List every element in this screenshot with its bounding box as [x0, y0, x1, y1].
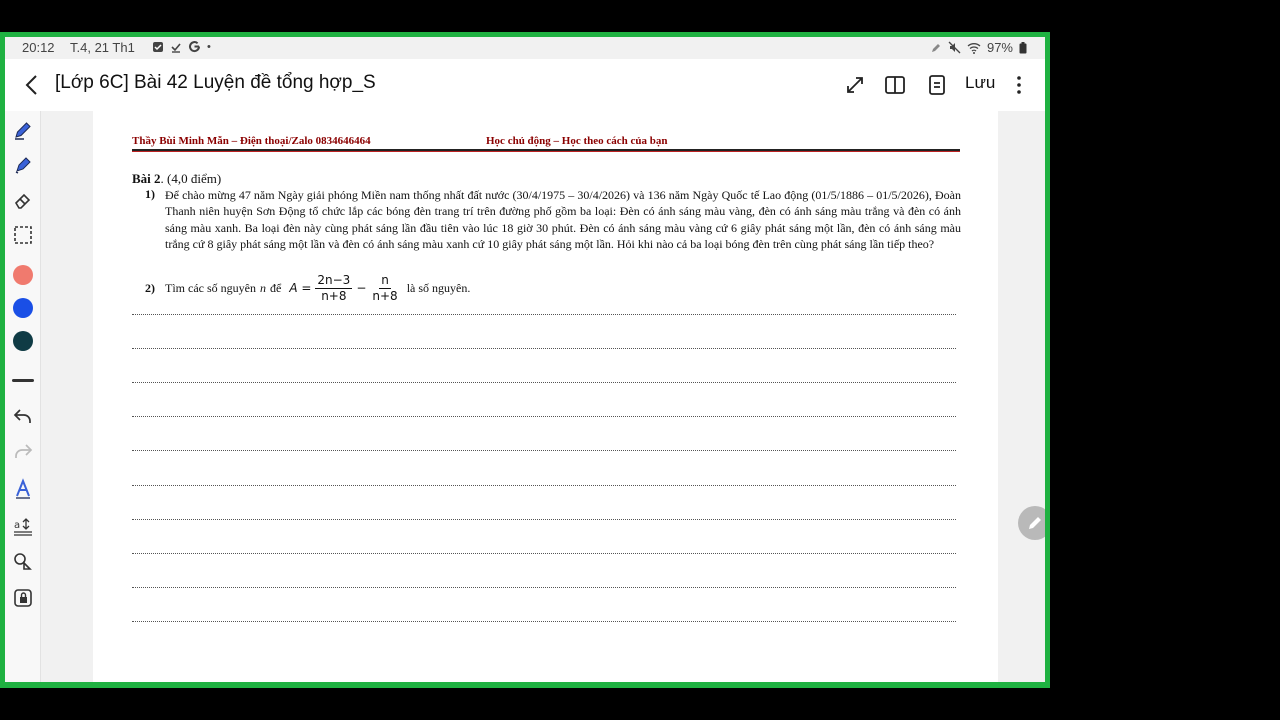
back-button[interactable] — [19, 71, 45, 99]
text-box-icon — [12, 515, 34, 537]
fraction-1 — [315, 273, 352, 304]
book-icon — [883, 73, 907, 97]
answer-line — [132, 450, 956, 451]
q2-text-mid: để — [269, 280, 282, 295]
floating-edit-button[interactable] — [1018, 506, 1045, 540]
text-style-icon — [12, 478, 34, 500]
selection-icon — [13, 225, 33, 245]
answer-line — [132, 621, 956, 622]
notification-icons — [152, 40, 211, 53]
download-done-icon — [170, 41, 182, 53]
document-canvas[interactable] — [5, 111, 1045, 682]
document-list-icon — [925, 73, 949, 97]
answer-line — [132, 485, 956, 486]
svg-text:a: a — [14, 520, 21, 531]
undo-icon — [12, 405, 34, 427]
eraser-tool[interactable] — [10, 187, 36, 213]
google-icon — [188, 40, 201, 53]
reading-mode-button[interactable] — [883, 73, 907, 97]
text-box-tool[interactable] — [10, 513, 36, 539]
system-icons — [930, 40, 1027, 55]
save-button[interactable]: Lưu — [965, 73, 996, 92]
more-notifications-dot: • — [207, 40, 211, 53]
shapes-tool[interactable] — [10, 549, 36, 575]
highlighter-tool[interactable] — [10, 152, 36, 178]
checkbox-icon — [152, 41, 164, 53]
fraction-1-denominator: n+8 — [321, 288, 347, 303]
question-1-text: Để chào mừng 47 năm Ngày giải phóng Miền nam thống nhất đất nước (30/4/1975 – 30/4/2026) và 136 năm Ngày Quốc tế Lao động (01/5/1886 – 01/5/2026), Đoàn Thanh niên huyện Sơn Động tổ chức lắp các bóng đèn trang trí trên đường phố gồm ba loại: Đèn có ánh sáng màu vàng, đèn có ánh sáng màu trắng và đèn có ánh sáng màu xanh. Ba loại đèn này cùng phát sáng lần đầu tiên vào lúc 18 giờ 30 phút. Đèn có ánh sáng màu vàng cứ 6 giây phát sáng một lần, đèn có ánh sáng màu trắng cứ 8 giây phát sáng một lần và đèn có ánh sáng màu xanh cứ 10 giây phát sáng một lần. Hỏi khi nào cả ba loại bóng đèn trên cùng phát sáng lần tiếp theo? — [165, 188, 961, 251]
expand-icon — [843, 73, 867, 97]
document-title: [Lớp 6C] Bài 42 Luyện đề tổng hợp_S — [55, 72, 376, 93]
shapes-icon — [12, 551, 34, 573]
question-2 — [165, 273, 470, 303]
redo-icon — [12, 440, 34, 462]
minus-sign: − — [356, 281, 367, 295]
header-slogan: Học chủ động – Học theo cách của bạn — [486, 135, 668, 147]
pen-status-icon — [930, 42, 942, 54]
answer-line — [132, 348, 956, 349]
question-2-number: 2) — [145, 281, 155, 295]
question-1-number: 1) — [145, 187, 155, 201]
wifi-icon — [967, 42, 981, 54]
q2-variable: n — [259, 280, 266, 295]
q2-text-post: là số nguyên. — [406, 280, 471, 295]
battery-percent: 97% — [986, 40, 1013, 55]
problem-points: . (4,0 điểm) — [160, 171, 222, 186]
q2-lhs: A = — [289, 281, 312, 295]
tablet-screen — [5, 37, 1045, 682]
fraction-2-denominator: n+8 — [372, 288, 398, 303]
text-style-tool[interactable] — [10, 476, 36, 502]
mute-icon — [948, 41, 961, 54]
fraction-2 — [370, 273, 399, 304]
more-options-button[interactable] — [1010, 73, 1028, 97]
color-swatch-3[interactable] — [10, 328, 36, 354]
q2-text-pre: Tìm các số nguyên — [165, 280, 256, 295]
lock-icon — [12, 587, 34, 609]
fraction-1-numerator: 2n−3 — [317, 272, 351, 287]
header-author: Thầy Bùi Minh Mẫn – Điện thoại/Zalo 0834646464 — [132, 135, 371, 147]
answer-line — [132, 382, 956, 383]
status-date: T.4, 21 Th1 — [70, 40, 135, 55]
answer-line — [132, 416, 956, 417]
stroke-width-icon — [12, 379, 34, 382]
problem-title — [132, 171, 221, 187]
battery-icon — [1019, 42, 1027, 54]
answer-line — [132, 519, 956, 520]
redo-button[interactable] — [10, 438, 36, 464]
pencil-icon — [1026, 514, 1044, 532]
lasso-select-tool[interactable] — [10, 222, 36, 248]
eraser-icon — [12, 189, 34, 211]
header-divider — [132, 149, 960, 152]
lock-tool[interactable] — [10, 585, 36, 611]
answer-line — [132, 587, 956, 588]
fraction-2-numerator: n — [381, 272, 389, 287]
pen-icon — [12, 119, 34, 141]
page-list-button[interactable] — [925, 73, 949, 97]
status-bar — [5, 37, 1045, 59]
green-frame — [0, 32, 1050, 688]
problem-title-label: Bài 2 — [132, 171, 161, 186]
app-bar — [5, 59, 1045, 111]
highlighter-icon — [12, 154, 34, 176]
color-swatch-1[interactable] — [10, 262, 36, 288]
status-time: 20:12 — [22, 40, 55, 55]
chevron-left-icon — [19, 71, 45, 99]
more-vertical-icon — [1010, 73, 1028, 97]
stroke-width-tool[interactable] — [10, 367, 36, 393]
pen-tool[interactable] — [10, 117, 36, 143]
document-page[interactable] — [93, 111, 998, 682]
answer-line — [132, 314, 956, 315]
color-swatch-2[interactable] — [10, 295, 36, 321]
answer-line — [132, 553, 956, 554]
undo-button[interactable] — [10, 403, 36, 429]
fullscreen-button[interactable] — [843, 73, 867, 97]
drawing-toolbar — [5, 111, 41, 682]
